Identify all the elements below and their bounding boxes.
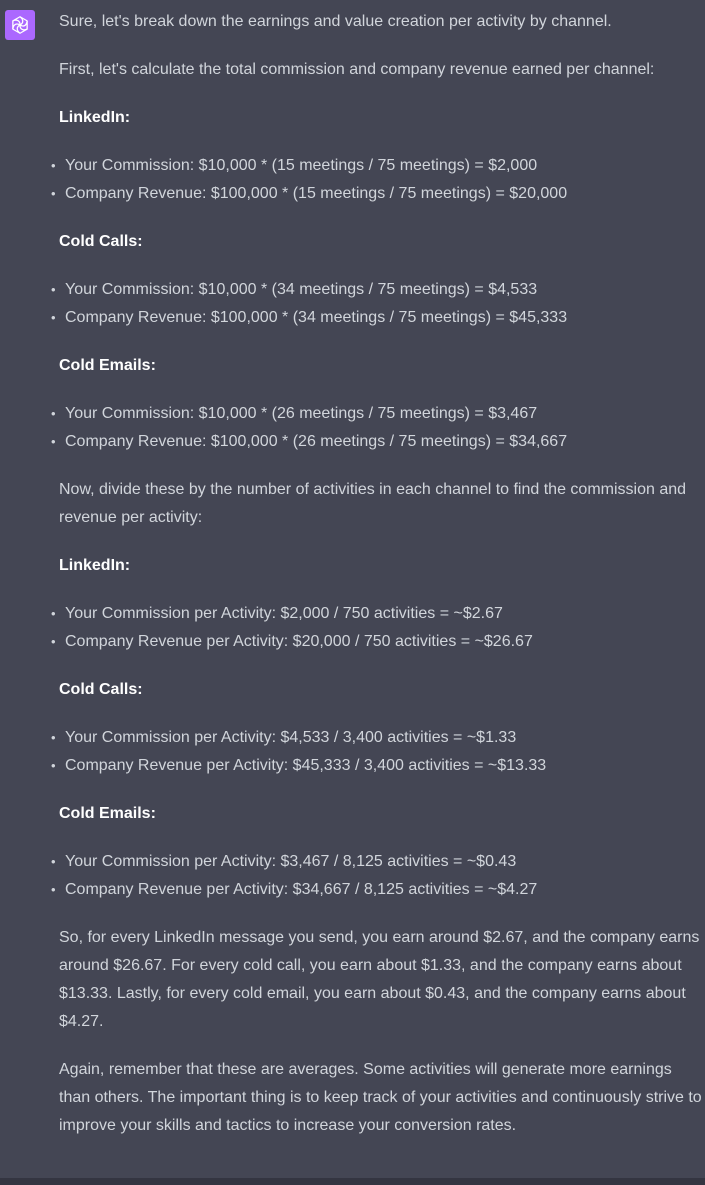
totals-list-cold-emails (59, 400, 703, 456)
step2-text: Now, divide these by the number of activities in each channel to find the commission and revenue per activity: (59, 481, 687, 526)
list-item: • Company Revenue: $100,000 * (34 meetings / 75 meetings) = $45,333 (59, 304, 703, 332)
list-item: • Company Revenue per Activity: $20,000 / 750 activities = ~$26.67 (59, 628, 703, 656)
list-item: • Company Revenue: $100,000 * (15 meetings / 75 meetings) = $20,000 (59, 180, 703, 208)
channel-heading-cold-emails: Cold Emails: (59, 357, 156, 374)
list-item: • Your Commission: $10,000 * (26 meetings / 75 meetings) = $3,467 (59, 400, 703, 428)
list-item: • Company Revenue per Activity: $45,333 / 3,400 activities = ~$13.33 (59, 752, 703, 780)
activity-list-cold-emails (59, 848, 703, 904)
list-item: • Company Revenue per Activity: $34,667 / 8,125 activities = ~$4.27 (59, 876, 703, 904)
assistant-message (59, 8, 703, 1160)
totals-list-cold-calls (59, 276, 703, 332)
channel-heading-linkedin: LinkedIn: (59, 109, 131, 126)
activity-list-linkedin (59, 600, 703, 656)
assistant-avatar (5, 10, 35, 40)
list-item: • Your Commission per Activity: $4,533 / 3,400 activities = ~$1.33 (59, 724, 703, 752)
step1-text: First, let's calculate the total commission and company revenue earned per channel: (59, 61, 655, 78)
totals-list-linkedin (59, 152, 703, 208)
channel-heading-linkedin-activity: LinkedIn: (59, 557, 131, 574)
closing-text: Again, remember that these are averages. Some activities will generate more earnings than others. The important thing is to keep track of your activities and continuously strive to improve your skills and tactics to increase your conversion rates. (59, 1061, 702, 1134)
channel-heading-cold-calls-activity: Cold Calls: (59, 681, 143, 698)
list-item: • Your Commission per Activity: $3,467 / 8,125 activities = ~$0.43 (59, 848, 703, 876)
list-item: • Your Commission: $10,000 * (15 meetings / 75 meetings) = $2,000 (59, 152, 703, 180)
intro-text: Sure, let's break down the earnings and value creation per activity by channel. (59, 13, 612, 30)
bottom-divider (0, 1178, 705, 1185)
activity-list-cold-calls (59, 724, 703, 780)
summary-text: So, for every LinkedIn message you send, you earn around $2.67, and the company earns around $26.67. For every cold call, you earn about $1.33, and the company earns about $13.33. Lastly, for every cold email, you earn about $0.43, and the company earns about $4.27. (59, 929, 700, 1030)
list-item: • Your Commission per Activity: $2,000 / 750 activities = ~$2.67 (59, 600, 703, 628)
channel-heading-cold-calls: Cold Calls: (59, 233, 143, 250)
list-item: • Company Revenue: $100,000 * (26 meetings / 75 meetings) = $34,667 (59, 428, 703, 456)
list-item: • Your Commission: $10,000 * (34 meetings / 75 meetings) = $4,533 (59, 276, 703, 304)
openai-logo-icon (9, 14, 31, 36)
channel-heading-cold-emails-activity: Cold Emails: (59, 805, 156, 822)
